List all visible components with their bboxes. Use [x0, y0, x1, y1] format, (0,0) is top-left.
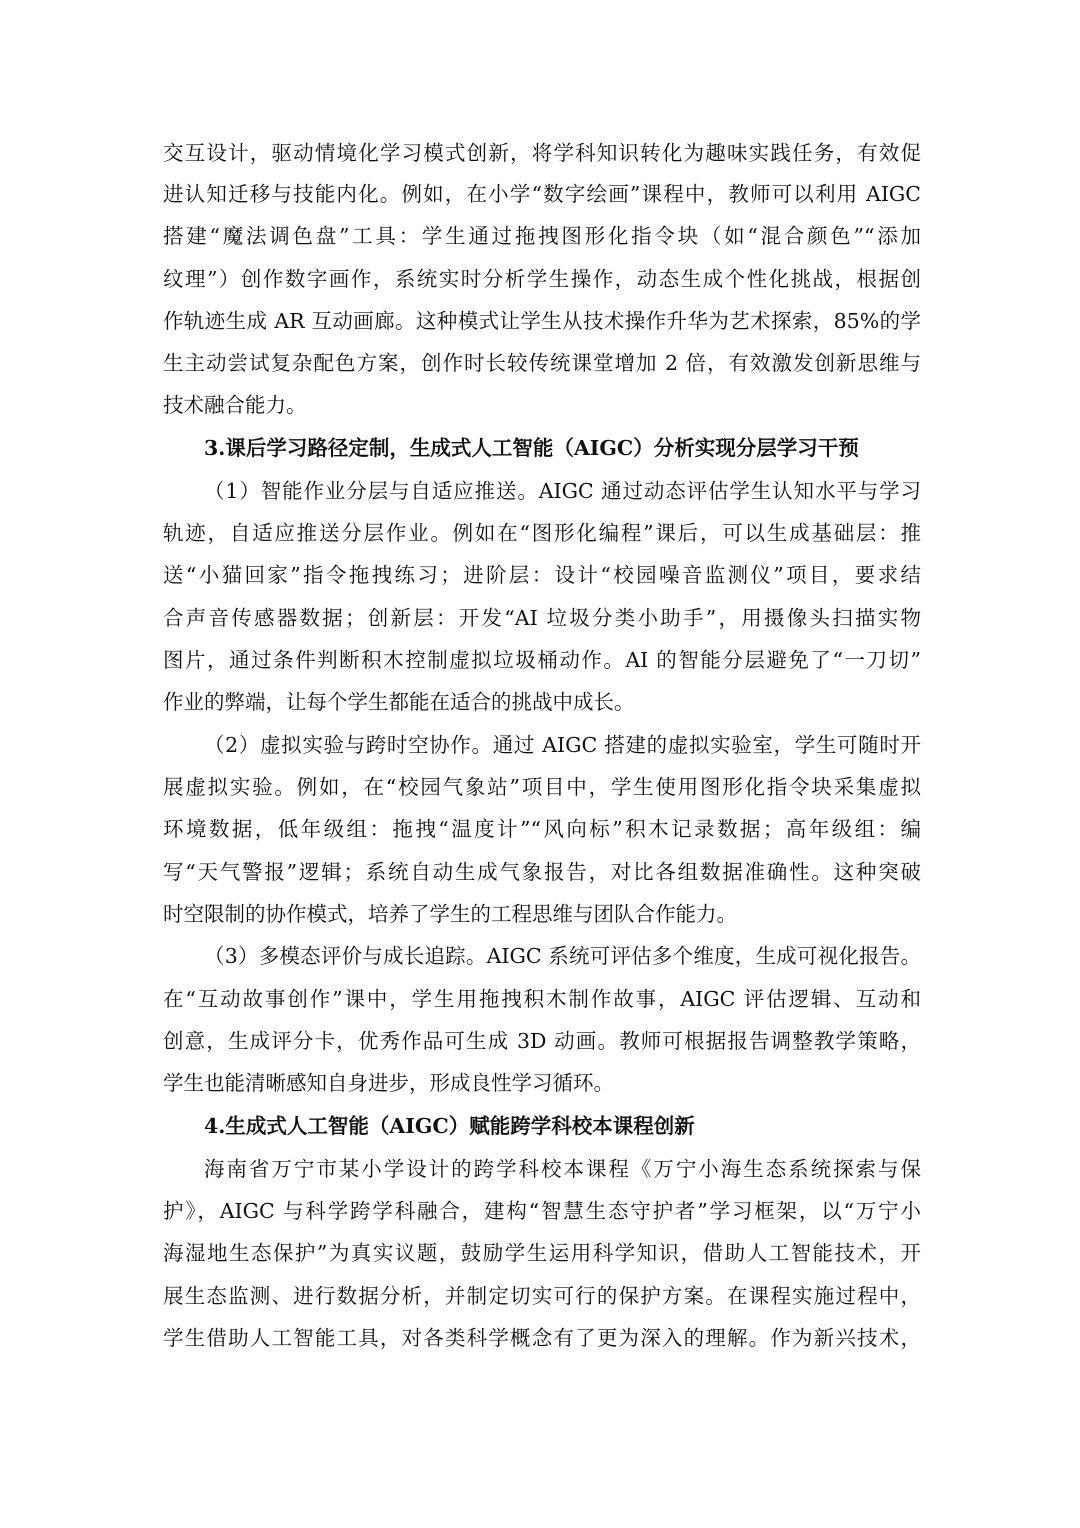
paragraph-line: 学生也能清晰感知自身进步，形成良性学习循环。 — [163, 1071, 614, 1095]
paragraph-line: 作业的弊端，让每个学生都能在适合的挑战中成长。 — [163, 690, 635, 714]
paragraph-line: 生主动尝试复杂配色方案，创作时长较传统课堂增加 2 倍，有效激发创新思维与 — [163, 351, 921, 375]
paragraph-line: 轨迹，自适应推送分层作业。例如在“图形化编程”课后，可以生成基础层：推 — [163, 521, 921, 545]
paragraph-line: （1）智能作业分层与自适应推送。AIGC 通过动态评估学生认知水平与学习 — [204, 479, 921, 503]
paragraph-line: 创意，生成评分卡，优秀作品可生成 3D 动画。教师可根据报告调整教学策略， — [163, 1029, 921, 1053]
paragraph-line: 搭建“魔法调色盘”工具：学生通过拖拽图形化指令块（如“混合颜色”“添加 — [163, 224, 921, 248]
paragraph-line: （2）虚拟实验与跨时空协作。通过 AIGC 搭建的虚拟实验室，学生可随时开 — [204, 733, 921, 757]
paragraph-line: 在“互动故事创作”课中，学生用拖拽积木制作故事，AIGC 评估逻辑、互动和 — [163, 987, 921, 1011]
paragraph-line: 交互设计，驱动情境化学习模式创新，将学科知识转化为趣味实践任务，有效促 — [163, 141, 921, 165]
section-heading-4: 4.生成式人工智能（AIGC）赋能跨学科校本课程创新 — [204, 1114, 695, 1138]
paragraph-line: 纹理”）创作数字画作，系统实时分析学生操作，动态生成个性化挑战，根据创 — [163, 267, 921, 291]
paragraph-line: 海湿地生态保护”为真实议题，鼓励学生运用科学知识，借助人工智能技术，开 — [163, 1241, 921, 1265]
paragraph-line: 展生态监测、进行数据分析，并制定切实可行的保护方案。在课程实施过程中， — [163, 1284, 921, 1308]
paragraph-line: 合声音传感器数据；创新层：开发“AI 垃圾分类小助手”，用摄像头扫描实物 — [163, 606, 921, 630]
paragraph-line: 海南省万宁市某小学设计的跨学科校本课程《万宁小海生态系统探索与保 — [204, 1157, 921, 1181]
paragraph-line: 时空限制的协作模式，培养了学生的工程思维与团队合作能力。 — [163, 902, 737, 926]
paragraph-line: 学生借助人工智能工具，对各类科学概念有了更为深入的理解。作为新兴技术， — [163, 1326, 921, 1350]
paragraph-line: （3）多模态评价与成长追踪。AIGC 系统可评估多个维度，生成可视化报告。 — [204, 944, 921, 968]
paragraph-line: 进认知迁移与技能内化。例如，在小学“数字绘画”课程中，教师可以利用 AIGC — [163, 182, 921, 206]
paragraph-line: 送“小猫回家”指令拖拽练习；进阶层：设计“校园噪音监测仪”项目，要求结 — [163, 563, 921, 587]
paragraph-line: 写“天气警报”逻辑；系统自动生成气象报告，对比各组数据准确性。这种突破 — [163, 860, 921, 884]
paragraph-line: 展虚拟实验。例如，在“校园气象站”项目中，学生使用图形化指令块采集虚拟 — [163, 775, 921, 799]
paragraph-line: 技术融合能力。 — [163, 393, 307, 417]
paragraph-line: 图片，通过条件判断积木控制虚拟垃圾桶动作。AI 的智能分层避免了“一刀切” — [163, 648, 921, 672]
paragraph-line: 环境数据，低年级组：拖拽“温度计”“风向标”积木记录数据；高年级组：编 — [163, 817, 921, 841]
paragraph-line: 作轨迹生成 AR 互动画廊。这种模式让学生从技术操作升华为艺术探索，85%的学 — [163, 309, 921, 333]
paragraph-line: 护》，AIGC 与科学跨学科融合，建构“智慧生态守护者”学习框架，以“万宁小 — [163, 1199, 921, 1223]
section-heading-3: 3.课后学习路径定制，生成式人工智能（AIGC）分析实现分层学习干预 — [204, 436, 859, 460]
